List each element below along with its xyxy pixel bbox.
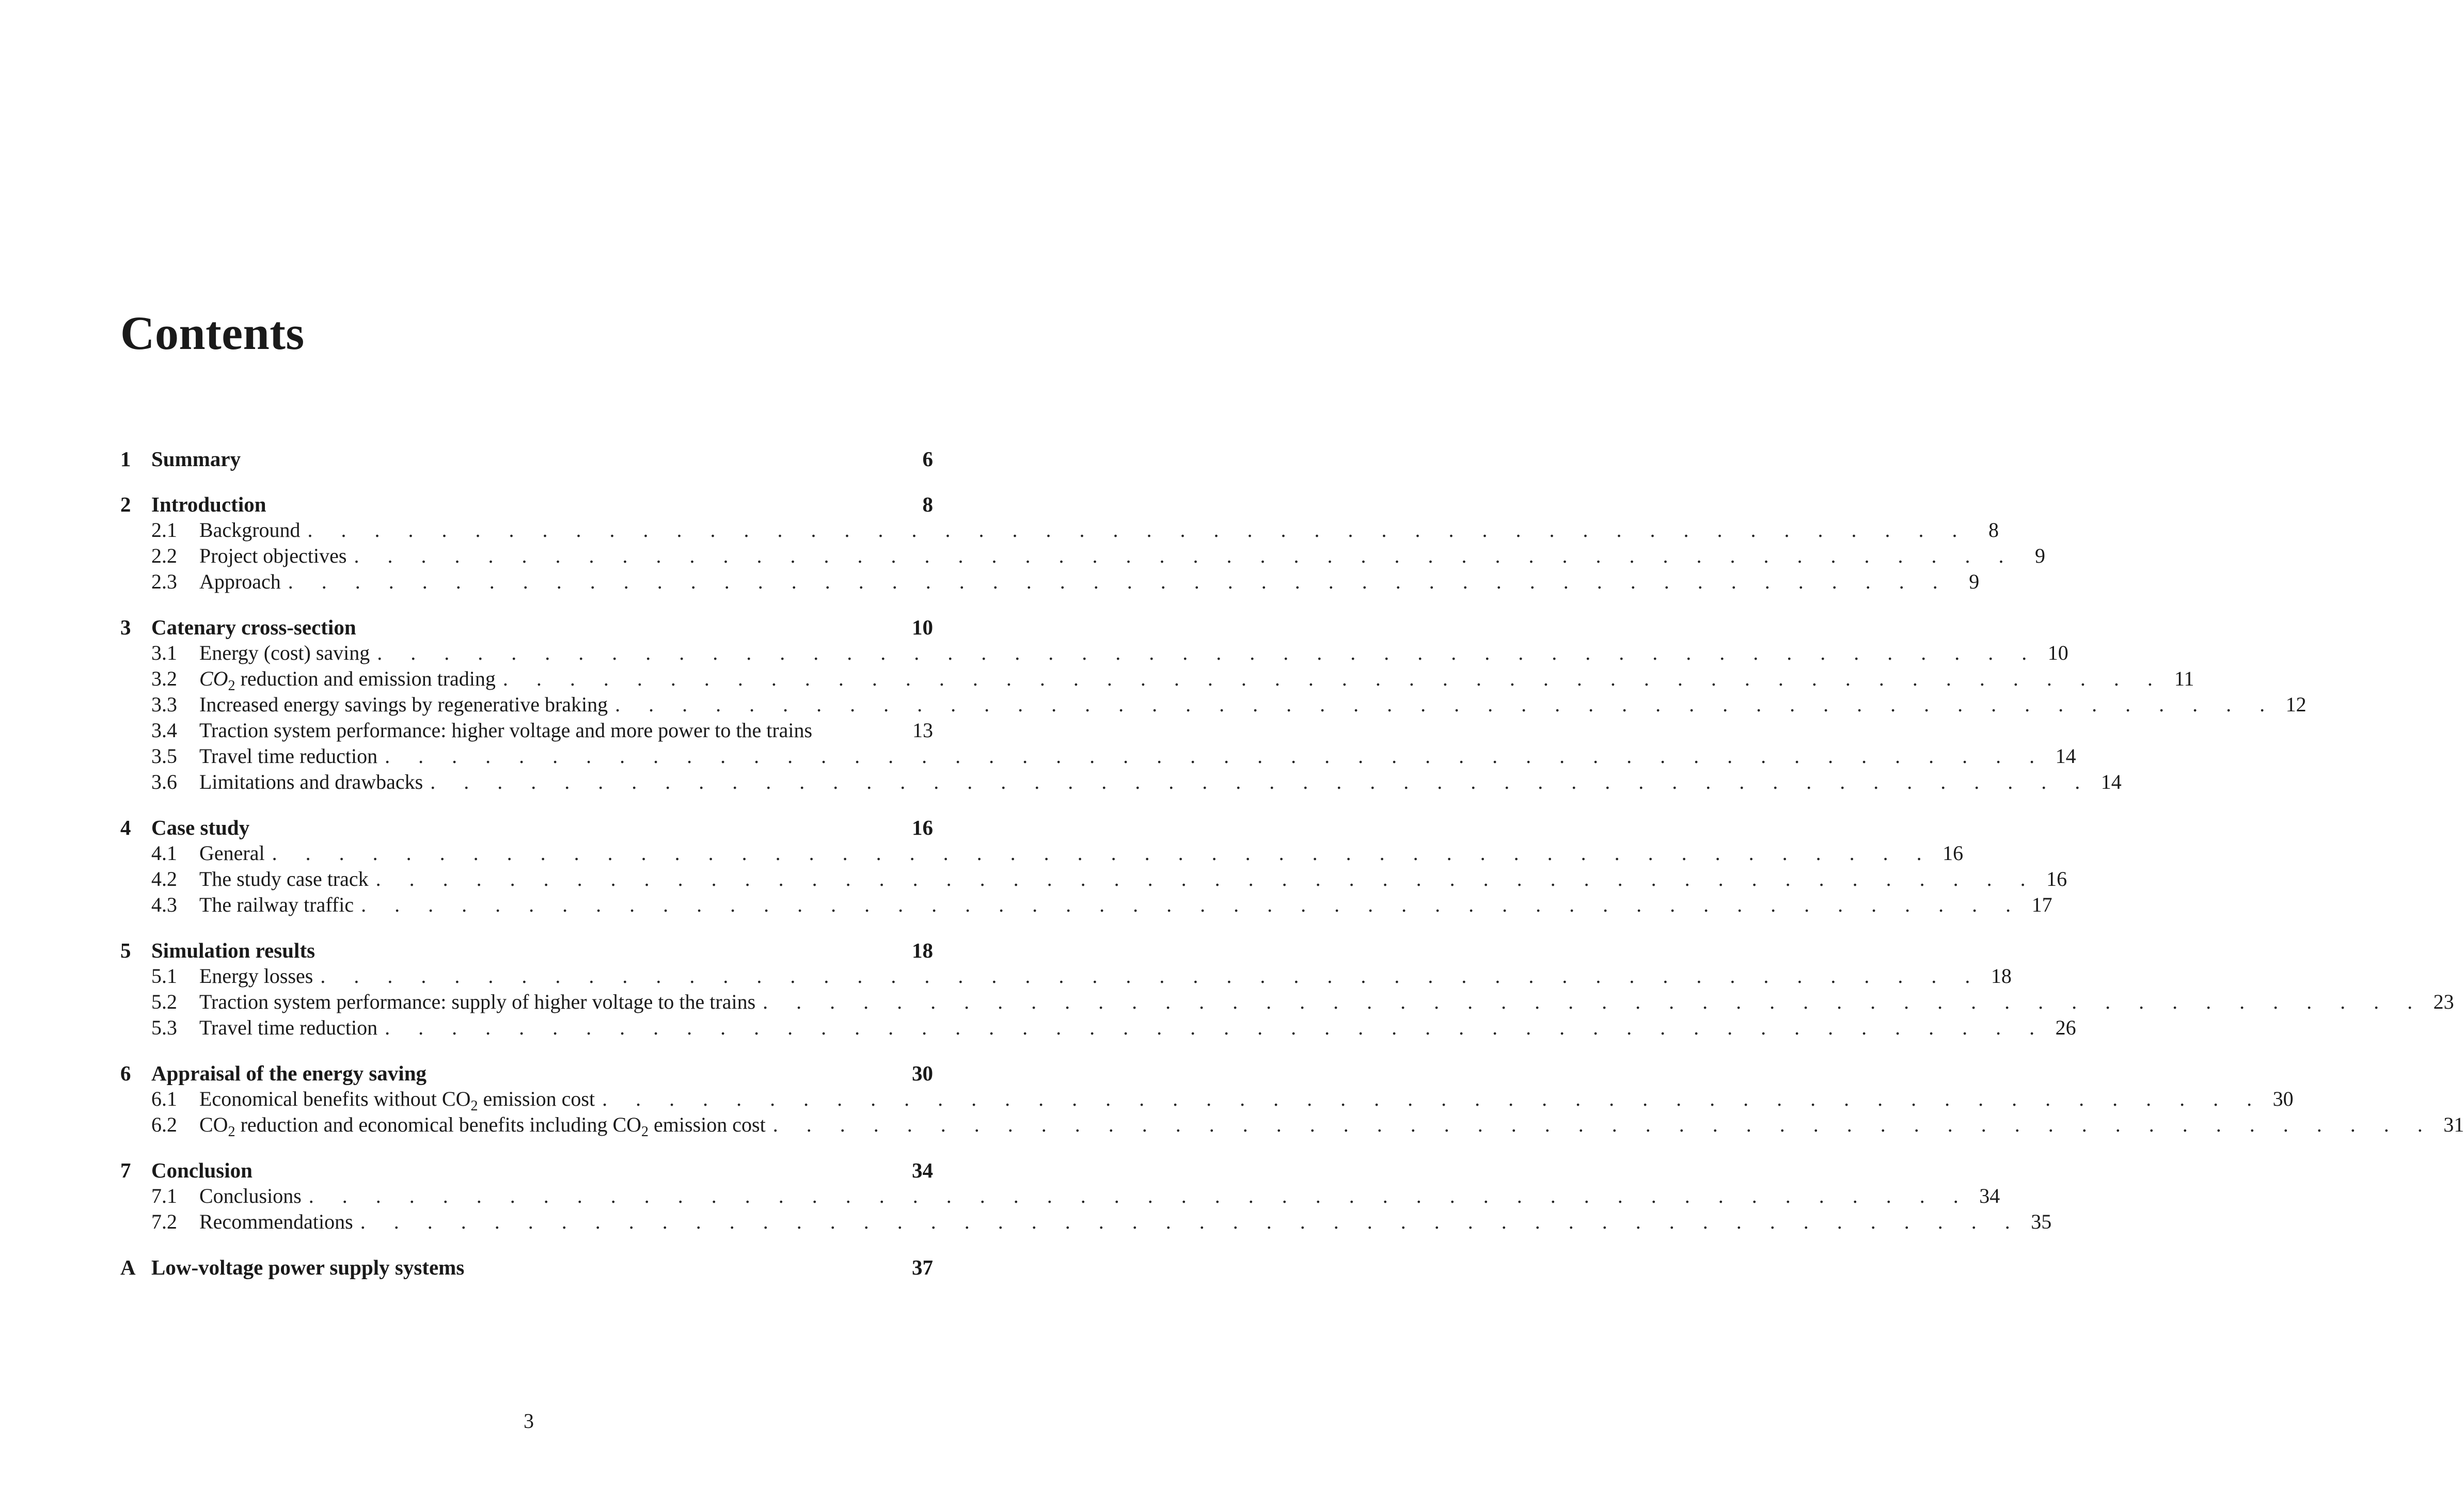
section-title: Approach bbox=[199, 570, 281, 593]
section-number: 3.2 bbox=[151, 667, 177, 690]
toc-section-entry[interactable] bbox=[120, 743, 2076, 769]
table-of-contents bbox=[120, 446, 2464, 1300]
section-title-part: emission cost bbox=[478, 1087, 595, 1110]
section-title: Travel time reduction bbox=[199, 744, 378, 768]
section-page: 9 bbox=[1969, 570, 1980, 593]
section-page: 13 bbox=[912, 719, 933, 742]
section-page: 9 bbox=[2034, 544, 2045, 567]
dot-leader: . . . . . . . . . . . . . . . . . . . . . . . . . . . . . . . . . . . . . . . . . . . . . . . . . . bbox=[502, 667, 2165, 690]
toc-chapter-entry[interactable] bbox=[120, 614, 933, 640]
dot-leader: . . . . . . . . . . . . . . . . . . . . . . . . . . . . . . . . . . . . . . . . . . . . . . . . . . bbox=[385, 744, 2046, 768]
toc-chapter bbox=[120, 1157, 2052, 1235]
section-number: 7.2 bbox=[151, 1210, 177, 1233]
toc-section-entry[interactable] bbox=[120, 640, 2068, 666]
toc-section-entry[interactable] bbox=[120, 1086, 2294, 1114]
chapter-number: 3 bbox=[120, 615, 131, 639]
toc-section-entry[interactable] bbox=[120, 866, 2067, 892]
section-number: 3.3 bbox=[151, 693, 177, 716]
chapter-title: Case study bbox=[151, 816, 250, 839]
chapter-number: 5 bbox=[120, 938, 131, 962]
dot-leader: . . . . . . . . . . . . . . . . . . . . . . . . . . . . . . . . . . . . . . . . . . . . . . . . . . bbox=[772, 1113, 2435, 1136]
toc-section-entry[interactable] bbox=[120, 840, 1964, 866]
chapter-title: Low-voltage power supply systems bbox=[151, 1255, 465, 1279]
toc-chapter-entry[interactable] bbox=[120, 446, 933, 472]
section-title: Conclusions bbox=[199, 1184, 302, 1207]
section-title: The railway traffic bbox=[199, 893, 354, 916]
section-number: 5.3 bbox=[151, 1016, 177, 1039]
section-number: 5.2 bbox=[151, 990, 177, 1013]
dot-leader: . . . . . . . . . . . . . . . . . . . . . . . . . . . . . . . . . . . . . . . . . . . . . . . . . . bbox=[763, 990, 2424, 1013]
dot-leader: . . . . . . . . . . . . . . . . . . . . . . . . . . . . . . . . . . . . . . . . . . . . . . . . . . bbox=[360, 1210, 2022, 1233]
dot-leader: . . . . . . . . . . . . . . . . . . . . . . . . . . . . . . . . . . . . . . . . . . . . . . . . . . bbox=[615, 693, 2277, 716]
page-number: 3 bbox=[524, 1409, 534, 1433]
toc-chapter-entry[interactable] bbox=[120, 937, 933, 963]
chapter-title: Summary bbox=[151, 447, 241, 471]
section-title: Increased energy savings by regenerative braking bbox=[199, 693, 608, 716]
section-page: 18 bbox=[1991, 964, 2012, 988]
toc-section-entry[interactable] bbox=[120, 989, 2454, 1015]
chapter-page: 37 bbox=[912, 1255, 933, 1279]
dot-leader: . . . . . . . . . . . . . . . . . . . . . . . . . . . . . . . . . . . . . . . . . . . . . . . . . . bbox=[377, 641, 2039, 664]
section-page: 11 bbox=[2174, 667, 2194, 690]
toc-section-entry[interactable] bbox=[120, 769, 2122, 795]
section-page: 34 bbox=[1979, 1184, 2000, 1207]
toc-section-entry[interactable] bbox=[120, 718, 933, 743]
section-title bbox=[199, 666, 496, 692]
co2-formula bbox=[199, 667, 228, 690]
section-number: 6.2 bbox=[151, 1113, 177, 1136]
toc-chapter-entry[interactable] bbox=[120, 1254, 933, 1280]
toc-section-entry[interactable] bbox=[120, 892, 2052, 918]
chapter-title: Introduction bbox=[151, 492, 266, 516]
toc-chapter-entry[interactable] bbox=[120, 815, 933, 840]
dot-leader: . . . . . . . . . . . . . . . . . . . . . . . . . . . . . . . . . . . . . . . . . . . . . . . . . . bbox=[430, 770, 2092, 793]
section-page: 35 bbox=[2031, 1210, 2052, 1233]
section-page: 26 bbox=[2055, 1016, 2076, 1039]
section-page: 23 bbox=[2433, 990, 2454, 1013]
toc-chapter-entry[interactable] bbox=[120, 491, 933, 517]
dot-leader: . . . . . . . . . . . . . . . . . . . . . . . . . . . . . . . . . . . . . . . . . . . . . . . . . . bbox=[354, 544, 2015, 567]
chapter-page: 8 bbox=[922, 492, 933, 516]
section-page: 17 bbox=[2031, 893, 2052, 916]
section-page: 16 bbox=[1942, 841, 1964, 865]
section-title: Traction system performance: supply of higher voltage to the trains bbox=[199, 990, 756, 1013]
chapter-page: 30 bbox=[912, 1061, 933, 1085]
chapter-title: Catenary cross-section bbox=[151, 615, 356, 639]
section-number: 3.6 bbox=[151, 770, 177, 793]
section-number: 3.4 bbox=[151, 719, 177, 742]
section-title: Project objectives bbox=[199, 544, 347, 567]
chapter-number: 6 bbox=[120, 1061, 131, 1085]
chapter-page: 10 bbox=[912, 615, 933, 639]
toc-section-entry[interactable] bbox=[120, 1112, 2464, 1140]
section-number: 3.5 bbox=[151, 744, 177, 768]
section-title: Background bbox=[199, 518, 301, 542]
dot-leader: . . . . . . . . . . . . . . . . . . . . . . . . . . . . . . . . . . . . . . . . . . . . . . . . . . bbox=[602, 1087, 2264, 1110]
chapter-number: 4 bbox=[120, 816, 131, 839]
dot-leader: . . . . . . . . . . . . . . . . . . . . . . . . . . . . . . . . . . . . . . . . . . . . . . . . . . bbox=[320, 964, 1982, 988]
section-title: The study case track bbox=[199, 867, 369, 890]
toc-chapter-entry[interactable] bbox=[120, 1157, 933, 1183]
chapter-number: A bbox=[120, 1255, 136, 1279]
section-title: Energy (cost) saving bbox=[199, 641, 370, 664]
toc-section-entry[interactable] bbox=[120, 569, 1980, 595]
section-page: 12 bbox=[2285, 693, 2307, 716]
dot-leader: . . . . . . . . . . . . . . . . . . . . . . . . . . . . . . . . . . . . . . . . . . . . . . . . . . bbox=[272, 841, 1934, 865]
toc-chapter bbox=[120, 937, 2454, 1041]
page-title: Contents bbox=[120, 307, 305, 359]
toc-section-entry[interactable] bbox=[120, 692, 2307, 718]
section-title: Energy losses bbox=[199, 964, 313, 988]
section-number: 6.1 bbox=[151, 1087, 177, 1110]
section-title-rest: reduction and emission trading bbox=[235, 667, 496, 690]
section-title bbox=[199, 1086, 595, 1112]
section-page: 14 bbox=[2055, 744, 2076, 768]
toc-chapter bbox=[120, 614, 2307, 795]
toc-section-entry[interactable] bbox=[120, 517, 1999, 543]
section-title-part: reduction and economical benefits including CO bbox=[235, 1113, 642, 1136]
section-number: 7.1 bbox=[151, 1184, 177, 1207]
section-title-part: emission cost bbox=[649, 1113, 766, 1136]
chapter-title: Appraisal of the energy saving bbox=[151, 1061, 427, 1085]
dot-leader: . . . . . . . . . . . . . . . . . . . . . . . . . . . . . . . . . . . . . . . . . . . . . . . . . . bbox=[307, 518, 1969, 542]
chapter-page: 18 bbox=[912, 938, 933, 962]
toc-chapter bbox=[120, 491, 2045, 595]
toc-chapter bbox=[120, 446, 933, 472]
section-page: 16 bbox=[2046, 867, 2067, 890]
toc-chapter bbox=[120, 815, 2067, 918]
dot-leader: . . . . . . . . . . . . . . . . . . . . . . . . . . . . . . . . . . . . . . . . . . . . . . . . . . bbox=[385, 1016, 2046, 1039]
toc-section-entry[interactable] bbox=[120, 1015, 2076, 1041]
section-title-part: Economical benefits without CO bbox=[199, 1087, 471, 1110]
dot-leader: . . . . . . . . . . . . . . . . . . . . . . . . . . . . . . . . . . . . . . . . . . . . . . . . . . bbox=[375, 867, 2037, 890]
toc-chapter bbox=[120, 1060, 2464, 1140]
dot-leader: . . . . . . . . . . . . . . . . . . . . . . . . . . . . . . . . . . . . . . . . . . . . . . . . . . bbox=[288, 570, 1950, 593]
section-title-part: CO bbox=[199, 1113, 228, 1136]
toc-chapter-entry[interactable] bbox=[120, 1060, 933, 1086]
section-number: 2.3 bbox=[151, 570, 177, 593]
section-title: Recommendations bbox=[199, 1210, 353, 1233]
toc-section-entry[interactable] bbox=[120, 543, 2045, 569]
formula-subscript: 2 bbox=[470, 1098, 478, 1114]
chapter-number: 1 bbox=[120, 447, 131, 471]
toc-section-entry[interactable] bbox=[120, 963, 2012, 989]
section-number: 5.1 bbox=[151, 964, 177, 988]
section-title bbox=[199, 1112, 766, 1138]
chapter-page: 34 bbox=[912, 1158, 933, 1182]
toc-chapter bbox=[120, 1254, 933, 1280]
dot-leader: . . . . . . . . . . . . . . . . . . . . . . . . . . . . . . . . . . . . . . . . . . . . . . . . . . bbox=[308, 1184, 1970, 1207]
section-number: 4.1 bbox=[151, 841, 177, 865]
section-number: 3.1 bbox=[151, 641, 177, 664]
section-number: 2.2 bbox=[151, 544, 177, 567]
formula-subscript: 2 bbox=[228, 678, 235, 694]
dot-leader: . . . . . . . . . . . . . . . . . . . . . . . . . . . . . . . . . . . . . . . . . . . . . . . . . . bbox=[361, 893, 2023, 916]
section-title: Limitations and drawbacks bbox=[199, 770, 423, 793]
chapter-page: 16 bbox=[912, 816, 933, 839]
chapter-title: Conclusion bbox=[151, 1158, 252, 1182]
section-page: 14 bbox=[2100, 770, 2122, 793]
chapter-page: 6 bbox=[922, 447, 933, 471]
section-page: 10 bbox=[2047, 641, 2068, 664]
formula-subscript: 2 bbox=[228, 1124, 235, 1140]
section-title: Travel time reduction bbox=[199, 1016, 378, 1039]
section-page: 31 bbox=[2443, 1113, 2464, 1136]
formula-main: CO bbox=[199, 667, 228, 690]
section-number: 4.3 bbox=[151, 893, 177, 916]
section-page: 30 bbox=[2272, 1087, 2294, 1110]
toc-section-entry[interactable] bbox=[120, 1183, 2000, 1209]
formula-subscript: 2 bbox=[641, 1124, 649, 1140]
section-number: 4.2 bbox=[151, 867, 177, 890]
toc-section-entry[interactable] bbox=[120, 666, 2194, 694]
section-title: Traction system performance: higher voltage and more power to the trains bbox=[199, 719, 813, 742]
section-page: 8 bbox=[1988, 518, 1999, 542]
chapter-number: 2 bbox=[120, 492, 131, 516]
toc-section-entry[interactable] bbox=[120, 1209, 2052, 1235]
chapter-title: Simulation results bbox=[151, 938, 315, 962]
section-number: 2.1 bbox=[151, 518, 177, 542]
chapter-number: 7 bbox=[120, 1158, 131, 1182]
section-title: General bbox=[199, 841, 265, 865]
